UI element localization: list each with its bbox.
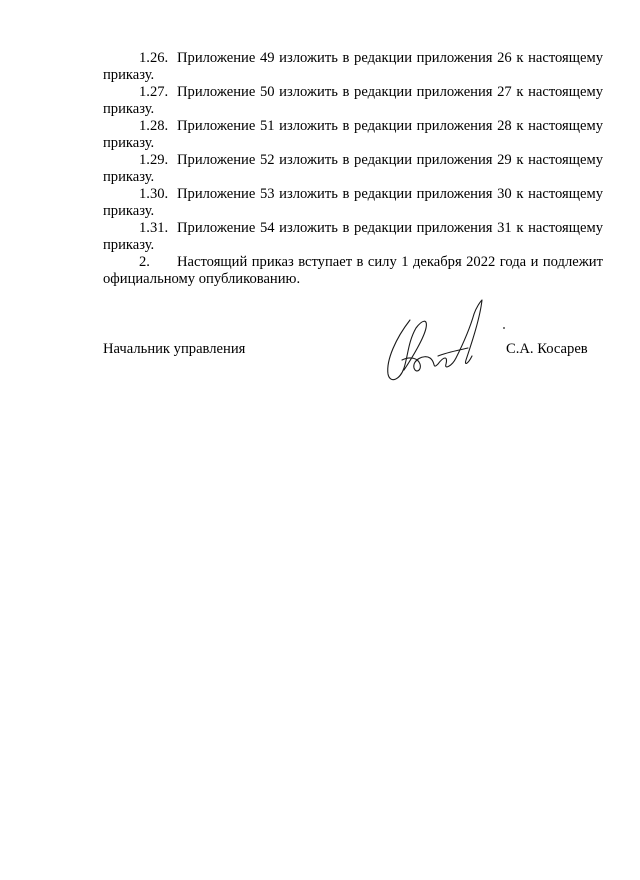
clause-continuation: приказу.: [103, 169, 155, 185]
clause-number: 1.31.: [139, 220, 169, 236]
clause-continuation: приказу.: [103, 135, 155, 151]
clause-text: Приложение 52 изложить в редакции приложения 29 к настоящему: [177, 152, 603, 168]
clause-continuation: приказу.: [103, 203, 155, 219]
clause-text: Приложение 53 изложить в редакции приложения 30 к настоящему: [177, 186, 603, 202]
clause-1-28: [103, 118, 603, 152]
clause-continuation: официальному опубликованию.: [103, 271, 301, 287]
clause-1-31: [103, 220, 603, 254]
signature-block: [103, 341, 603, 401]
clause-text: Приложение 54 изложить в редакции приложения 31 к настоящему: [177, 220, 603, 236]
clause-1-27: [103, 84, 603, 118]
clause-number: 2.: [139, 254, 150, 270]
clause-number: 1.29.: [139, 152, 169, 168]
clause-continuation: приказу.: [103, 237, 155, 253]
order-clauses: [103, 50, 603, 288]
clause-1-26: [103, 50, 603, 84]
clause-1-30: [103, 186, 603, 220]
clause-number: 1.26.: [139, 50, 169, 66]
clause-continuation: приказу.: [103, 101, 155, 117]
clause-2: [103, 254, 603, 288]
clause-number: 1.28.: [139, 118, 169, 134]
signer-position: Начальник управления: [103, 341, 246, 357]
clause-number: 1.27.: [139, 84, 169, 100]
clause-text: Настоящий приказ вступает в силу 1 декабря 2022 года и подлежит: [177, 254, 603, 270]
clause-text: Приложение 49 изложить в редакции приложения 26 к настоящему: [177, 50, 603, 66]
clause-text: Приложение 51 изложить в редакции приложения 28 к настоящему: [177, 118, 603, 134]
clause-number: 1.30.: [139, 186, 169, 202]
signer-name: С.А. Косарев: [506, 341, 588, 357]
clause-continuation: приказу.: [103, 67, 155, 83]
clause-text: Приложение 50 изложить в редакции приложения 27 к настоящему: [177, 84, 603, 100]
clause-1-29: [103, 152, 603, 186]
